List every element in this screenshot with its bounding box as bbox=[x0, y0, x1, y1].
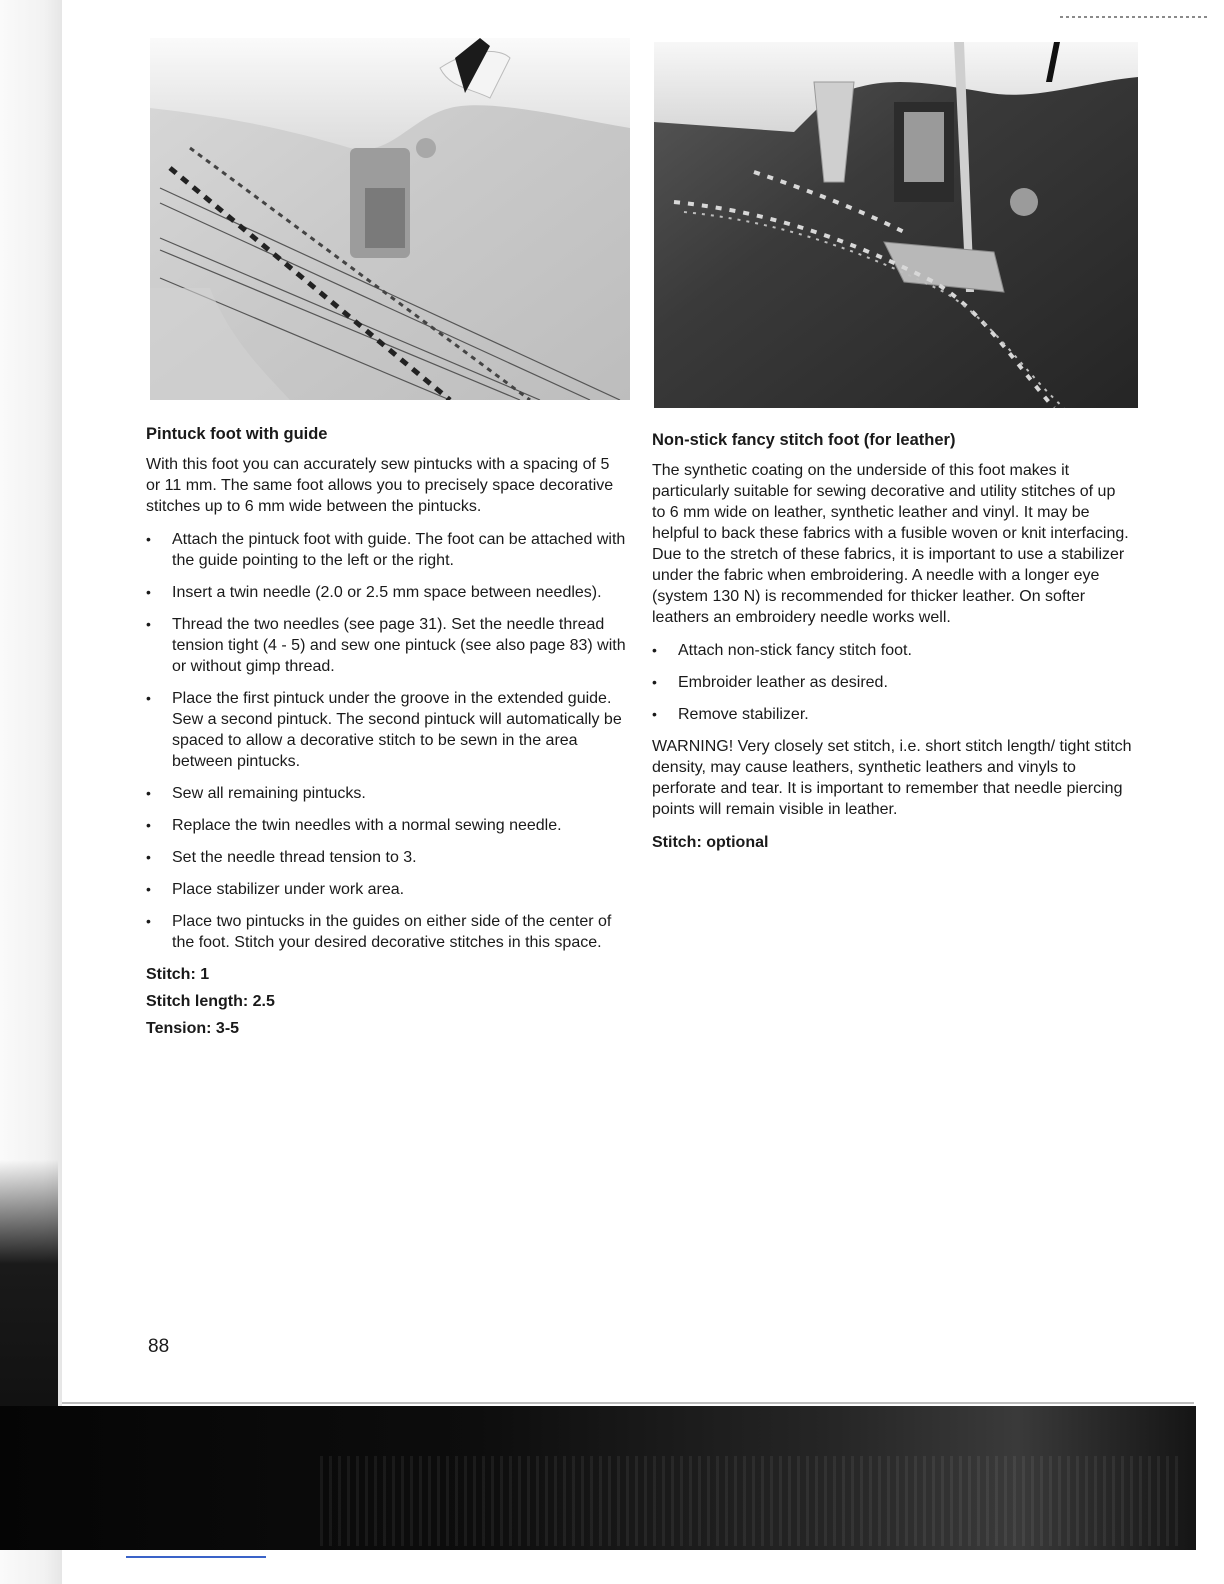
scan-shadow-band bbox=[0, 1406, 1196, 1550]
binding-shadow bbox=[0, 1160, 58, 1420]
bullet-icon: • bbox=[146, 785, 151, 801]
pintuck-foot-intro: With this foot you can accurately sew pintucks with a spacing of 5 or 11 mm. The same foot allows you to precisely space decorative stitches up to 6 mm wide between the pintucks. bbox=[146, 456, 614, 515]
list-item: • Place two pintucks in the guides on either side of the center of the foot. Stitch your desired decorative stitches in this space. bbox=[146, 913, 612, 951]
list-item: • Attach the pintuck foot with guide. The foot can be attached with the guide pointing to the left or the right. bbox=[146, 531, 626, 569]
bullet-icon: • bbox=[146, 881, 151, 897]
pintuck-foot-section bbox=[146, 425, 626, 1045]
list-item: • Thread the two needles (see page 31). Set the needle thread tension tight (4 - 5) and sew one pintuck (see also page 83) with or without gimp thread. bbox=[146, 616, 626, 675]
bullet-icon: • bbox=[146, 913, 151, 929]
scan-artifact-line bbox=[1060, 16, 1210, 18]
list-item: • Replace the twin needles with a normal sewing needle. bbox=[146, 817, 562, 834]
warning-text: WARNING! Very closely set stitch, i.e. short stitch length/ tight stitch density, may cause leathers, synthetic leathers and vinyls to perforate and tear. It is important to remember that needle piercing points will remain visible in leather. bbox=[652, 738, 1132, 818]
bullet-icon: • bbox=[146, 616, 151, 632]
non-stick-foot-section bbox=[652, 431, 1132, 859]
bullet-icon: • bbox=[146, 584, 151, 600]
bullet-icon: • bbox=[146, 849, 151, 865]
bullet-icon: • bbox=[146, 817, 151, 833]
page-binding-edge bbox=[0, 0, 62, 1584]
pintuck-foot-title: Pintuck foot with guide bbox=[146, 425, 328, 443]
list-item: • Sew all remaining pintucks. bbox=[146, 785, 366, 802]
pintuck-foot-steps bbox=[146, 529, 626, 953]
stitch-length-spec: Stitch length: 2.5 bbox=[146, 993, 275, 1010]
pintuck-foot-photo bbox=[150, 38, 630, 400]
non-stick-foot-intro: The synthetic coating on the underside of this foot makes it particularly suitable for sewing decorative and utility stitches of up to 6 mm wide on leather, synthetic leather and vinyl. It may be helpful to back these fabrics with a fusible woven or knit interfacing. Due to the stretch of these fabrics, it is important to use a stabilizer under the fabric when embroidering. A needle with a longer eye (system 130 N) is recommended for thicker leather. On softer leathers an embroidery needle works well. bbox=[652, 462, 1129, 626]
non-stick-foot-photo bbox=[654, 42, 1138, 408]
non-stick-foot-steps bbox=[652, 640, 1132, 725]
bullet-icon: • bbox=[146, 531, 151, 547]
list-item: • Attach non-stick fancy stitch foot. bbox=[652, 642, 912, 659]
tension-spec: Tension: 3-5 bbox=[146, 1020, 240, 1037]
list-item: • Remove stabilizer. bbox=[652, 706, 809, 723]
list-item: • Place stabilizer under work area. bbox=[146, 881, 405, 898]
list-item: • Set the needle thread tension to 3. bbox=[146, 849, 417, 866]
list-item: • Insert a twin needle (2.0 or 2.5 mm space between needles). bbox=[146, 584, 602, 601]
list-item: • Embroider leather as desired. bbox=[652, 674, 888, 691]
bullet-icon: • bbox=[652, 642, 657, 658]
bullet-icon: • bbox=[652, 674, 657, 690]
stitch-spec: Stitch: 1 bbox=[146, 966, 210, 983]
scan-artifact-underline bbox=[126, 1556, 266, 1558]
page-bottom-rule bbox=[62, 1402, 1194, 1404]
bullet-icon: • bbox=[146, 690, 151, 706]
list-item: • Place the first pintuck under the groove in the extended guide. Sew a second pintuck. The second pintuck will automatically be spaced to allow a decorative stitch to be sewn in the area between pintucks. bbox=[146, 690, 622, 770]
page-number: 88 bbox=[148, 1336, 170, 1357]
non-stick-foot-title: Non-stick fancy stitch foot (for leather) bbox=[652, 431, 956, 449]
stitch-spec: Stitch: optional bbox=[652, 834, 769, 851]
bullet-icon: • bbox=[652, 706, 657, 722]
